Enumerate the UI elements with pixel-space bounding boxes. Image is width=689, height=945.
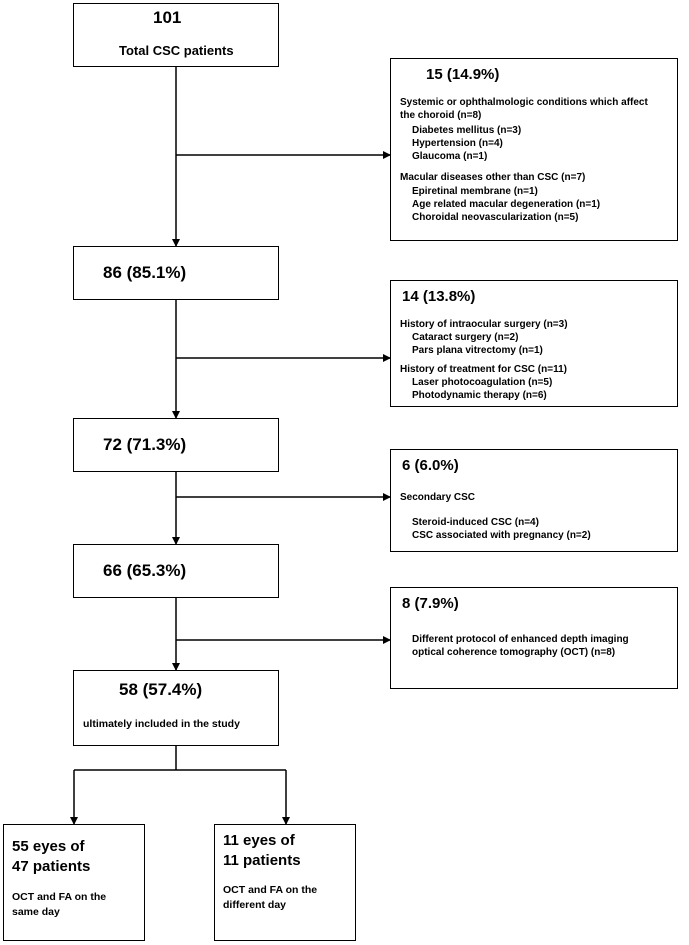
total-patients-box [73,3,279,67]
group-right-line-2: 11 patients [223,852,301,869]
exclusion-1-item: Hypertension (n=4) [412,138,503,149]
exclusion-2-item: Laser photocoagulation (n=5) [412,377,553,388]
exclusion-2-item: Pars plana vitrectomy (n=1) [412,345,543,356]
exclusion-box-3 [390,449,678,552]
exclusion-box-2 [390,280,678,407]
exclusion-box-1 [390,58,678,241]
group-left-line-1: 55 eyes of [12,838,85,855]
step5-count: 58 (57.4%) [119,680,203,699]
exclusion-3-item: Steroid-induced CSC (n=4) [412,517,539,528]
exclusion-1-item: Epiretinal membrane (n=1) [412,186,538,197]
total-label: Total CSC patients [119,43,234,58]
exclusion-1-item: Diabetes mellitus (n=3) [412,125,522,136]
exclusion-1-count: 15 (14.9%) [426,66,500,83]
exclusion-4-line-1: Different protocol of enhanced depth imaging [412,634,629,645]
exclusion-1-heading-1-line-2: the choroid (n=8) [400,110,482,121]
exclusion-2-heading-2: History of treatment for CSC (n=11) [400,364,567,375]
step4-box [73,544,279,598]
step3-count: 72 (71.3%) [103,435,187,454]
group-right-line-1: 11 eyes of [223,832,295,849]
exclusion-1-heading-2: Macular diseases other than CSC (n=7) [400,172,586,183]
step5-box [73,670,279,746]
total-count: 101 [153,8,182,27]
group-right-box [214,824,356,941]
group-right-desc-1: OCT and FA on the [223,884,318,896]
exclusion-3-heading: Secondary CSC [400,492,476,503]
step2-box [73,246,279,300]
group-left-box [3,824,145,941]
exclusion-2-item: Cataract surgery (n=2) [412,332,519,343]
exclusion-box-4 [390,587,678,689]
step2-count: 86 (85.1%) [103,263,187,282]
step5-label: ultimately included in the study [83,718,240,730]
exclusion-2-item: Photodynamic therapy (n=6) [412,390,547,401]
exclusion-3-item: CSC associated with pregnancy (n=2) [412,530,591,541]
step4-count: 66 (65.3%) [103,561,187,580]
exclusion-2-heading-1: History of intraocular surgery (n=3) [400,319,568,330]
exclusion-4-count: 8 (7.9%) [402,595,459,612]
exclusion-1-item: Glaucoma (n=1) [412,151,488,162]
exclusion-4-line-2: optical coherence tomography (OCT) (n=8) [412,647,616,658]
exclusion-2-count: 14 (13.8%) [402,288,476,305]
group-left-desc-2: same day [12,906,60,918]
exclusion-1-item: Age related macular degeneration (n=1) [412,199,601,210]
step3-box [73,418,279,472]
exclusion-3-count: 6 (6.0%) [402,457,459,474]
group-left-desc-1: OCT and FA on the [12,891,107,903]
group-left-line-2: 47 patients [12,858,91,875]
group-right-desc-2: different day [223,899,287,911]
exclusion-1-heading-1-line-1: Systemic or ophthalmologic conditions which affect [400,97,648,108]
exclusion-1-item: Choroidal neovascularization (n=5) [412,212,579,223]
